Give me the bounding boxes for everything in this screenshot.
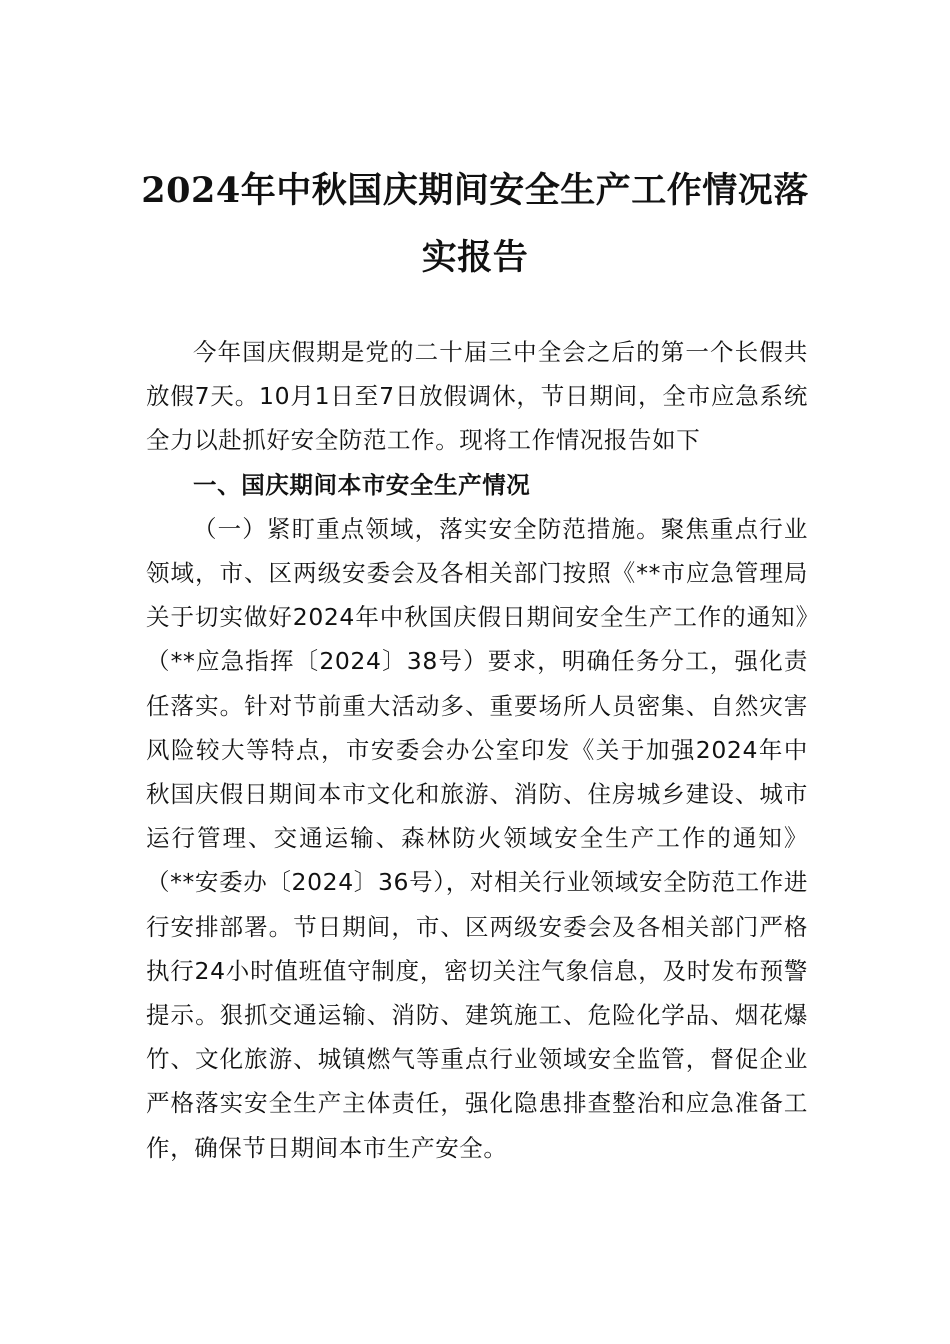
- body-paragraph: （一）紧盯重点领域，落实安全防范措施。聚焦重点行业领域，市、区两级安委会及各相关部门按照《**市应急管理局关于切实做好2024年中秋国庆假日期间安全生产工作的通知》（**应急指挥〔2024〕38号）要求，明确任务分工，强化责任落实。针对节前重大活动多、重要场所人员密集、自然灾害风险较大等特点，市安委会办公室印发《关于加强2024年中秋国庆假日期间本市文化和旅游、消防、住房城乡建设、城市运行管理、交通运输、森林防火领域安全生产工作的通知》（**安委办〔2024〕36号），对相关行业领域安全防范工作进行安排部署。节日期间，市、区两级安委会及各相关部门严格执行24小时值班值守制度，密切关注气象信息，及时发布预警提示。狠抓交通运输、消防、建筑施工、危险化学品、烟花爆竹、文化旅游、城镇燃气等重点行业领域安全监管，督促企业严格落实安全生产主体责任，强化隐患排查整治和应急准备工作，确保节日期间本市生产安全。: [146, 514, 808, 1162]
- document-title-line-1: 2024年中秋国庆期间安全生产工作情况落: [141, 170, 809, 211]
- section-heading: 一、国庆期间本市安全生产情况: [193, 470, 531, 499]
- document-body: [146, 330, 808, 1170]
- document-title-line-2: 实报告: [421, 237, 529, 278]
- intro-paragraph: 今年国庆假期是党的二十届三中全会之后的第一个长假共放假7天。10月1日至7日放假调休，节日期间，全市应急系统全力以赴抓好安全防范工作。现将工作情况报告如下: [146, 338, 808, 455]
